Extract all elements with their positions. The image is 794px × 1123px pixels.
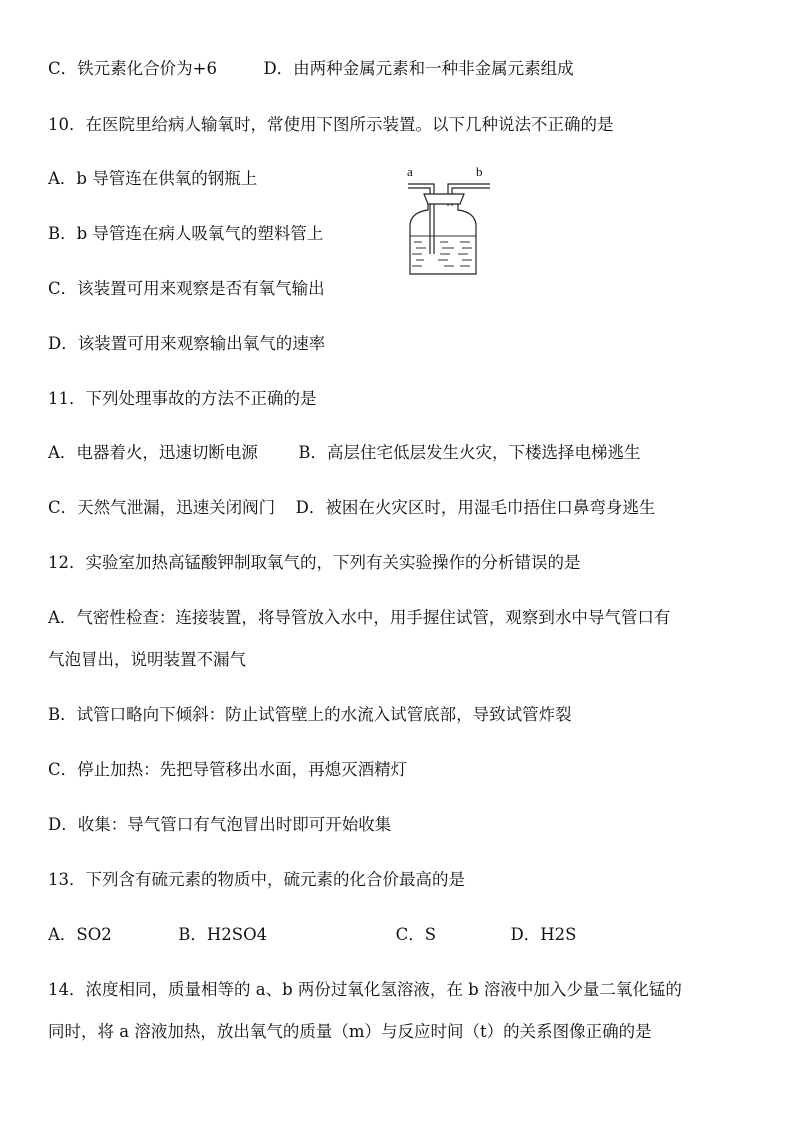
tube-label-b: b [476, 164, 483, 179]
q10-option-d: D．该装置可用来观察输出氧气的速率 [48, 334, 326, 353]
tube-label-a: a [407, 164, 413, 179]
q10-option-b: B．b 导管连在病人吸氧气的塑料管上 [48, 224, 324, 243]
q9-options [48, 57, 574, 81]
q12-option-a-line2: 气泡冒出，说明装置不漏气 [48, 650, 246, 669]
q11-option-d: D．被困在火灾区时，用湿毛巾捂住口鼻弯身逃生 [295, 498, 656, 517]
q13-option-a: A．SO2 [48, 925, 112, 944]
q11-stem: 11．下列处理事故的方法不正确的是 [48, 389, 317, 408]
gas-washing-bottle-figure [400, 162, 500, 280]
q12-option-a-line1: A．气密性检查：连接装置，将导管放入水中，用手握住试管，观察到水中导气管口有 [48, 608, 671, 627]
q13-options [48, 923, 576, 947]
q11-option-c: C．天然气泄漏，迅速关闭阀门 [48, 498, 276, 517]
q14-stem-line1: 14．浓度相同，质量相等的 a、b 两份过氧化氢溶液，在 b 溶液中加入少量二氧化锰的 [48, 980, 682, 999]
q14-stem-line2: 同时，将 a 溶液加热，放出氧气的质量（m）与反应时间（t）的关系图像正确的是 [48, 1022, 652, 1041]
q12-option-c: C．停止加热：先把导管移出水面，再熄灭酒精灯 [48, 760, 408, 779]
q11-options-cd [48, 496, 655, 520]
q12-option-d: D．收集：导气管口有气泡冒出时即可开始收集 [48, 815, 392, 834]
q9-option-d: D．由两种金属元素和一种非金属元素组成 [263, 59, 574, 78]
q10-option-c: C．该装置可用来观察是否有氧气输出 [48, 279, 325, 298]
q9-option-c: C．铁元素化合价为+6 [48, 59, 217, 78]
q13-option-c: C．S [395, 925, 437, 944]
bottle [410, 204, 476, 274]
q11-option-a: A．电器着火，迅速切断电源 [48, 443, 258, 462]
q13-option-b: B．H2SO4 [178, 925, 268, 944]
liquid [410, 236, 476, 266]
q11-option-b: B．高层住宅低层发生火灾，下楼选择电梯逃生 [298, 443, 641, 462]
q11-options-ab [48, 441, 641, 465]
q13-option-d: D．H2S [510, 925, 577, 944]
q10-stem: 10．在医院里给病人输氧时，常使用下图所示装置。以下几种说法不正确的是 [48, 115, 614, 134]
q10-option-a: A．b 导管连在供氧的钢瓶上 [48, 169, 258, 188]
q12-option-b: B．试管口略向下倾斜：防止试管壁上的水流入试管底部，导致试管炸裂 [48, 705, 572, 724]
q12-stem: 12．实验室加热高锰酸钾制取氧气的，下列有关实验操作的分析错误的是 [48, 553, 581, 572]
q13-stem: 13．下列含有硫元素的物质中，硫元素的化合价最高的是 [48, 870, 465, 889]
stopper [424, 194, 464, 204]
